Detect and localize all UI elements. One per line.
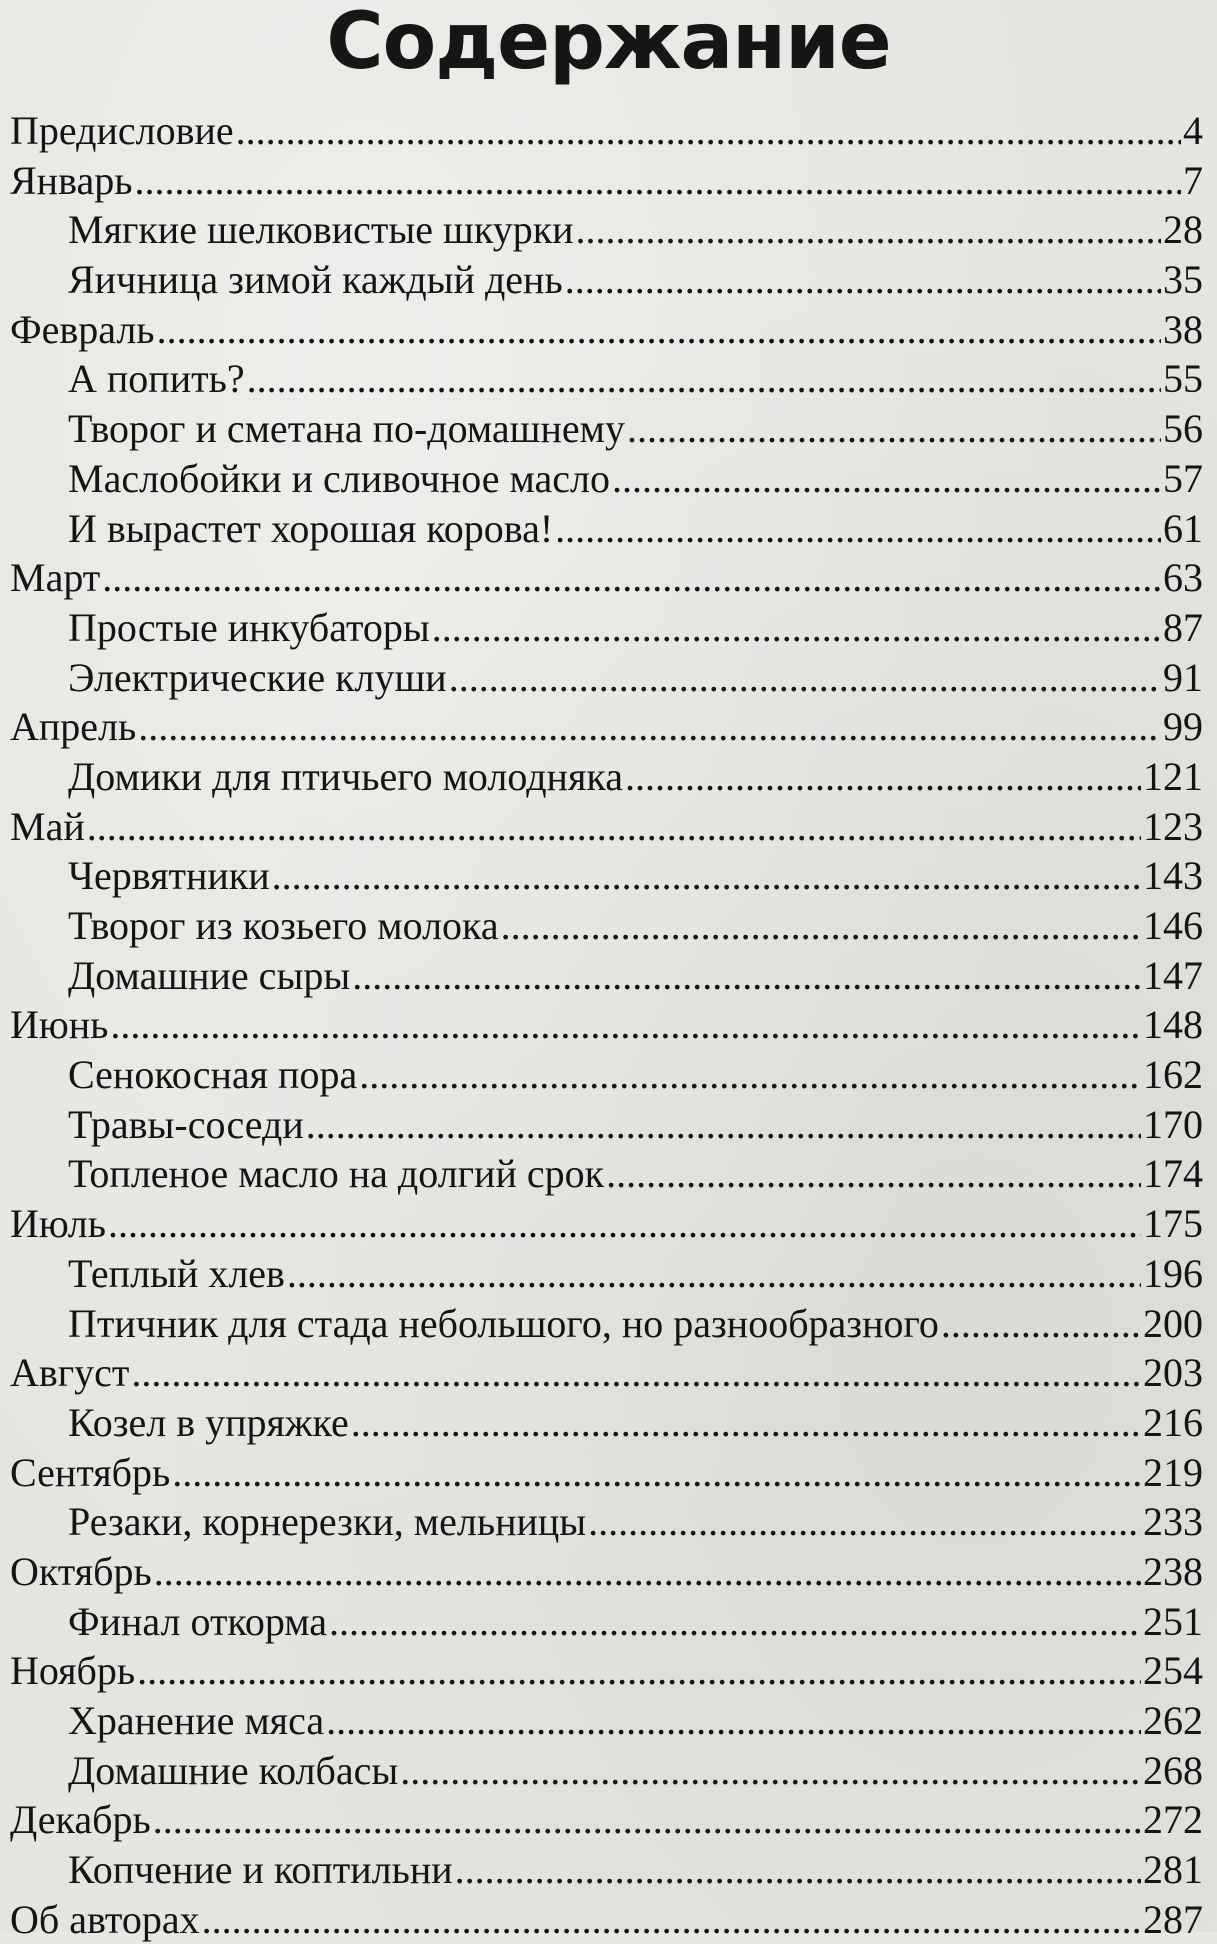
toc-entry (10, 1448, 1203, 1498)
toc-subentry (10, 404, 1203, 454)
toc-page-number: 170 (1143, 1101, 1203, 1147)
toc-entry-title: Козел в упряжке (68, 1399, 349, 1445)
toc-page-number: 268 (1143, 1747, 1203, 1793)
toc-page-number: 91 (1163, 654, 1203, 700)
toc-page-number: 63 (1163, 555, 1203, 601)
dot-leader (565, 255, 1161, 305)
toc-page-number: 219 (1143, 1449, 1203, 1495)
dot-leader (287, 1249, 1141, 1299)
dot-leader (576, 205, 1161, 255)
toc-page-number: 121 (1143, 753, 1203, 799)
toc-entry (10, 106, 1203, 156)
dot-leader (172, 1448, 1141, 1498)
dot-leader (137, 1646, 1141, 1696)
dot-leader (102, 553, 1161, 603)
dot-leader (247, 354, 1161, 404)
toc-entry (10, 305, 1203, 355)
toc-entry-title: Травы-соседи (68, 1101, 304, 1147)
dot-leader (555, 504, 1161, 554)
dot-leader (306, 1100, 1141, 1150)
toc-entry-title: Домашние сыры (68, 952, 351, 998)
toc-page-number: 203 (1143, 1350, 1203, 1396)
dot-leader (326, 1696, 1141, 1746)
toc-entry (10, 1646, 1203, 1696)
toc-subentry (10, 1149, 1203, 1199)
toc-entry-title: Простые инкубаторы (68, 604, 430, 650)
dot-leader (87, 802, 1141, 852)
toc-page-number: 147 (1143, 952, 1203, 998)
dot-leader (501, 901, 1141, 951)
toc-page-number: 7 (1183, 157, 1203, 203)
toc-entry-title: Резаки, корнерезки, мельницы (68, 1499, 587, 1545)
toc-subentry (10, 752, 1203, 802)
toc-entry-title: Июль (10, 1201, 106, 1247)
toc-entry-title: Червятники (68, 853, 270, 899)
toc-page-number: 55 (1163, 356, 1203, 402)
dot-leader (352, 951, 1141, 1001)
toc-page-number: 287 (1143, 1896, 1203, 1942)
toc-subentry (10, 454, 1203, 504)
toc-entry (10, 802, 1203, 852)
toc-subentry (10, 1497, 1203, 1547)
toc-subentry (10, 1249, 1203, 1299)
toc-subentry (10, 1299, 1203, 1349)
dot-leader (202, 1895, 1141, 1944)
dot-leader (329, 1597, 1141, 1647)
toc-page-number: 251 (1143, 1598, 1203, 1644)
toc-page-number: 87 (1163, 604, 1203, 650)
toc-page-number: 61 (1163, 505, 1203, 551)
toc-entry-title: Мягкие шелковистые шкурки (68, 207, 574, 253)
toc-page-number: 262 (1143, 1698, 1203, 1743)
toc-subentry (10, 603, 1203, 653)
toc-entry-title: Сенокосная пора (68, 1052, 358, 1098)
toc-page-number: 143 (1143, 853, 1203, 899)
toc-subentry (10, 1746, 1203, 1796)
page-title: Содержание (326, 0, 891, 87)
toc-page-number: 99 (1163, 704, 1203, 750)
dot-leader (627, 404, 1161, 454)
toc-page-number: 35 (1163, 257, 1203, 303)
toc-entry-title: Финал откорма (68, 1598, 328, 1644)
dot-leader (588, 1497, 1141, 1547)
toc-entry-title: Творог и сметана по-домашнему (68, 406, 625, 452)
toc-page-number: 281 (1143, 1847, 1203, 1893)
toc-entry-title: И вырастет хорошая корова! (68, 505, 554, 551)
toc-page-number: 254 (1143, 1648, 1203, 1694)
toc-entry-title: Яичница зимой каждый день (68, 257, 563, 303)
dot-leader (131, 1348, 1141, 1398)
dot-leader (272, 851, 1141, 901)
dot-leader (606, 1149, 1141, 1199)
toc-entry-title: Август (10, 1350, 130, 1396)
toc-entry-title: Декабрь (10, 1797, 151, 1843)
toc-page-number: 174 (1143, 1151, 1203, 1197)
toc-subentry (10, 653, 1203, 703)
toc-subentry (10, 255, 1203, 305)
toc-page-number: 233 (1143, 1499, 1203, 1545)
toc-page-number: 148 (1143, 1002, 1203, 1048)
toc-entry-title: Птичник для стада небольшого, но разнообразного (68, 1300, 939, 1346)
toc-subentry (10, 1100, 1203, 1150)
toc-page-number: 123 (1143, 803, 1203, 849)
dot-leader (359, 1050, 1141, 1100)
toc-page-number: 238 (1143, 1548, 1203, 1594)
dot-leader (941, 1299, 1141, 1349)
toc-subentry (10, 354, 1203, 404)
dot-leader (351, 1398, 1141, 1448)
toc-page-number: 146 (1143, 903, 1203, 948)
toc-page-number: 175 (1143, 1201, 1203, 1247)
toc-entry-title: Предисловие (10, 108, 234, 153)
dot-leader (138, 702, 1161, 752)
toc-entry-title: Март (10, 555, 101, 601)
dot-leader (134, 156, 1181, 206)
dot-leader (449, 653, 1161, 703)
toc-subentry (10, 951, 1203, 1001)
toc-entry-title: Хранение мяса (68, 1698, 325, 1743)
toc-entry-title: Май (10, 803, 85, 849)
toc-entry (10, 1348, 1203, 1398)
toc-page-number: 57 (1163, 455, 1203, 501)
toc-entry-title: Домашние колбасы (68, 1747, 399, 1793)
toc-entry-title: Маслобойки и сливочное масло (68, 455, 611, 501)
dot-leader (153, 1795, 1141, 1845)
toc-page-number: 272 (1143, 1797, 1203, 1843)
toc-entry-title: Творог из козьего молока (68, 903, 499, 948)
toc-entry-title: Об авторах (10, 1896, 200, 1942)
dot-leader (108, 1199, 1141, 1249)
toc-subentry (10, 1050, 1203, 1100)
toc-page-number: 28 (1163, 207, 1203, 253)
dot-leader (432, 603, 1161, 653)
toc-entry-title: Июнь (10, 1002, 109, 1048)
toc-page-number: 38 (1163, 306, 1203, 352)
toc-subentry (10, 901, 1203, 951)
dot-leader (236, 106, 1181, 156)
toc-page-number: 4 (1183, 108, 1203, 153)
dot-leader (110, 1000, 1141, 1050)
toc-page-number: 196 (1143, 1250, 1203, 1296)
toc-subentry (10, 205, 1203, 255)
dot-leader (455, 1845, 1141, 1895)
dot-leader (157, 305, 1161, 355)
toc-entry-title: Февраль (10, 306, 155, 352)
toc-entry (10, 1547, 1203, 1597)
toc-entry (10, 1895, 1203, 1944)
toc-subentry (10, 1398, 1203, 1448)
toc-entry-title: Электрические клуши (68, 654, 447, 700)
toc-subentry (10, 1597, 1203, 1647)
dot-leader (625, 752, 1141, 802)
toc-entry (10, 156, 1203, 206)
toc-subentry (10, 1845, 1203, 1895)
toc-entry-title: А попить? (68, 356, 245, 402)
toc-entry-title: Январь (10, 157, 133, 203)
toc-entry-title: Домики для птичьего молодняка (68, 753, 623, 799)
dot-leader (612, 454, 1161, 504)
toc-entry-title: Сентябрь (10, 1449, 171, 1495)
toc-entry-title: Апрель (10, 704, 137, 750)
toc-entry-title: Топленое масло на долгий срок (68, 1151, 605, 1197)
toc-entry-title: Октябрь (10, 1548, 152, 1594)
toc-page-number: 216 (1143, 1399, 1203, 1445)
toc-page-number: 56 (1163, 406, 1203, 452)
toc-entry (10, 1000, 1203, 1050)
toc-page-number: 162 (1143, 1052, 1203, 1098)
toc-subentry (10, 1696, 1203, 1746)
toc-entry (10, 1795, 1203, 1845)
dot-leader (400, 1746, 1141, 1796)
toc-entry-title: Ноябрь (10, 1648, 136, 1694)
toc-subentry (10, 851, 1203, 901)
toc-entry-title: Теплый хлев (68, 1250, 285, 1296)
table-of-contents (10, 106, 1203, 1944)
toc-entry (10, 553, 1203, 603)
toc-entry (10, 1199, 1203, 1249)
toc-entry-title: Копчение и коптильни (68, 1847, 453, 1893)
toc-subentry (10, 504, 1203, 554)
dot-leader (154, 1547, 1141, 1597)
toc-entry (10, 702, 1203, 752)
toc-page-number: 200 (1143, 1300, 1203, 1346)
